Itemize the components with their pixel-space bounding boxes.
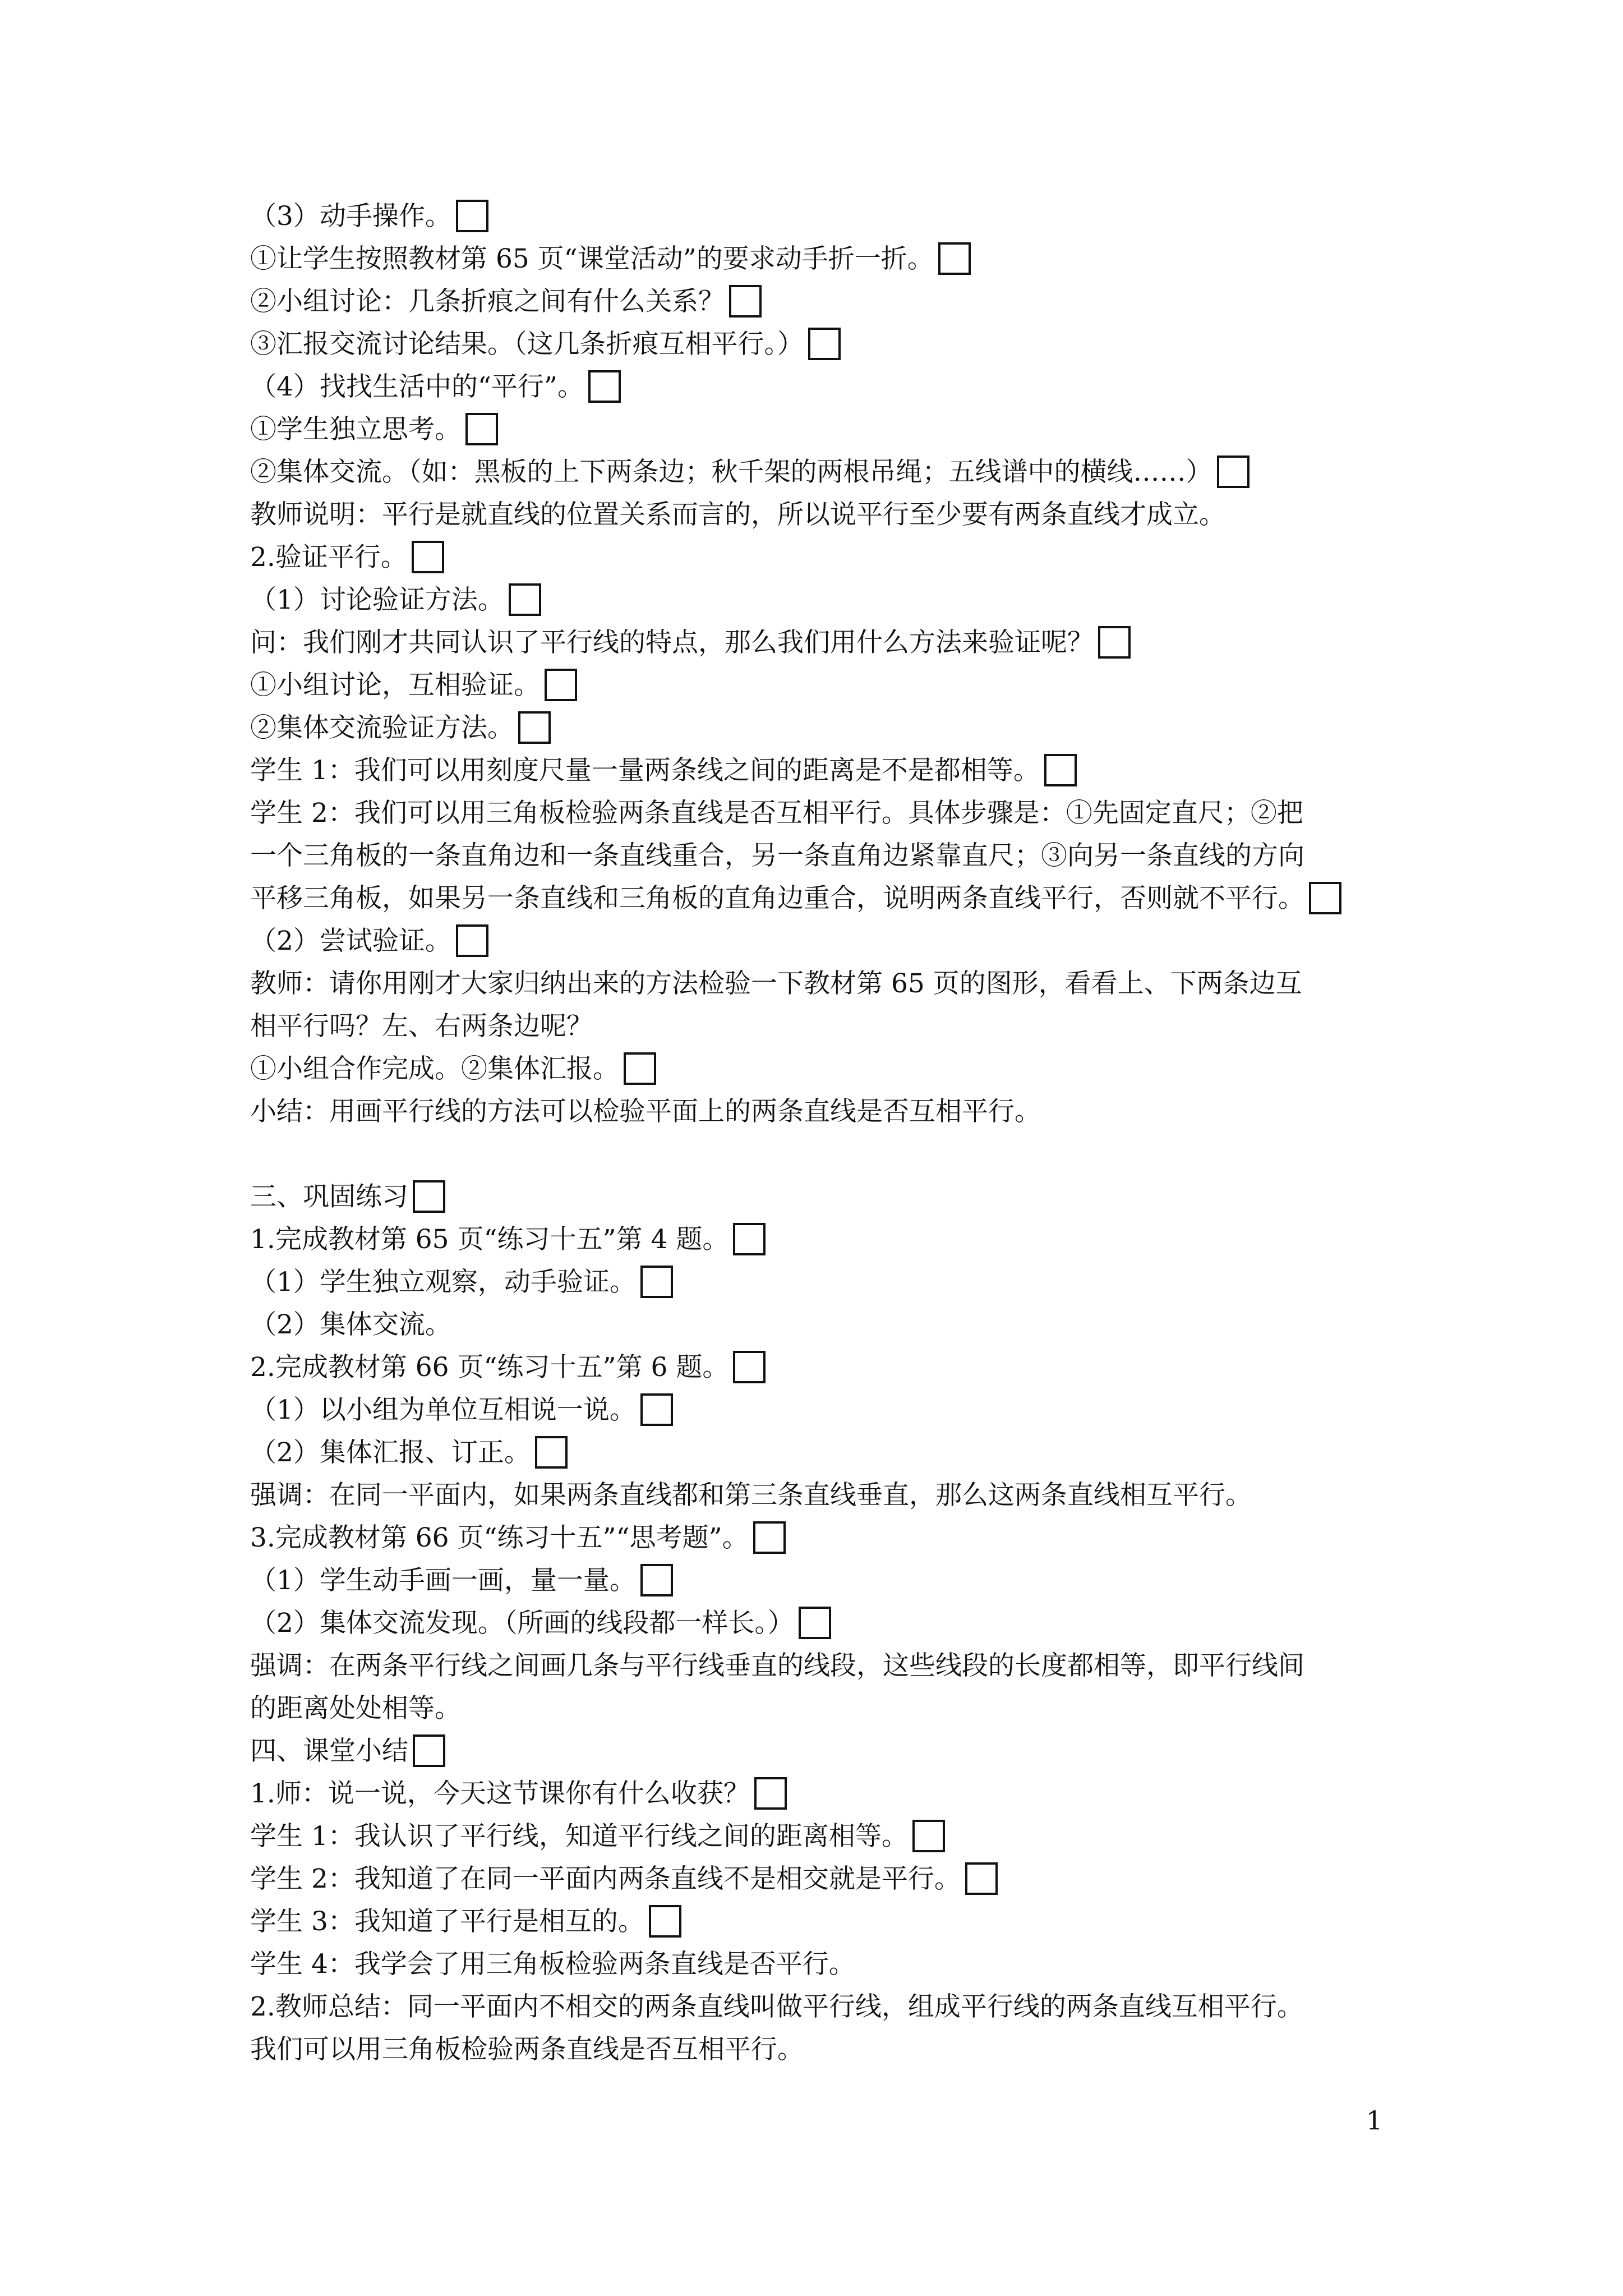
text-line (250, 1474, 1405, 1517)
checkbox-square[interactable] (965, 1862, 998, 1895)
line-text: ②小组讨论：几条折痕之间有什么关系？ (250, 286, 725, 317)
checkbox-square[interactable] (1309, 882, 1341, 914)
line-text: 小结：用画平行线的方法可以检验平面上的两条直线是否互相平行。 (250, 1096, 1041, 1127)
text-line (250, 1858, 1405, 1901)
line-text: 学生 4：我学会了用三角板检验两条直线是否平行。 (250, 1949, 855, 1980)
line-text: 强调：在两条平行线之间画几条与平行线垂直的线段，这些线段的长度都相等，即平行线间 (250, 1650, 1304, 1681)
text-line (250, 1432, 1405, 1474)
line-text: 2.验证平行。 (250, 542, 407, 573)
text-line (250, 835, 1405, 877)
line-text: （2）集体汇报、订正。 (250, 1437, 531, 1468)
text-line (250, 1943, 1405, 1986)
line-text: （2）集体交流。 (250, 1309, 451, 1340)
line-text: （1）讨论验证方法。 (250, 585, 504, 615)
line-text: 的距离处处相等。 (250, 1693, 461, 1724)
text-line (250, 1517, 1405, 1559)
line-text: 2.完成教材第 66 页“练习十五”第 6 题。 (250, 1352, 729, 1383)
checkbox-square[interactable] (456, 924, 488, 957)
line-text: （1）以小组为单位互相说一说。 (250, 1395, 636, 1425)
line-text: ②集体交流。（如：黑板的上下两条边；秋千架的两根吊绳；五线谱中的横线……） (250, 457, 1212, 487)
text-line (250, 1773, 1405, 1815)
line-text: 1.完成教材第 65 页“练习十五”第 4 题。 (250, 1224, 729, 1255)
text-line (250, 1815, 1405, 1858)
line-text: 学生 2：我们可以用三角板检验两条直线是否互相平行。具体步骤是：①先固定直尺；②把 (250, 798, 1303, 829)
text-line (250, 622, 1405, 664)
checkbox-square[interactable] (588, 370, 621, 403)
line-text: 问：我们刚才共同认识了平行线的特点，那么我们用什么方法来验证呢？ (250, 627, 1094, 658)
text-line (250, 1730, 1405, 1773)
checkbox-square[interactable] (509, 583, 541, 616)
text-line (250, 579, 1405, 622)
checkbox-square[interactable] (456, 200, 488, 232)
line-text: 平移三角板，如果另一条直线和三角板的直角边重合，说明两条直线平行，否则就不平行。 (250, 883, 1304, 914)
line-text: ③汇报交流讨论结果。（这几条折痕互相平行。） (250, 329, 804, 360)
text-line (250, 238, 1405, 280)
line-text: （3）动手操作。 (250, 201, 451, 232)
checkbox-square[interactable] (624, 1052, 656, 1085)
text-line (250, 366, 1405, 408)
text-line (250, 877, 1405, 920)
line-text: 四、课堂小结 (250, 1736, 408, 1766)
line-text: 学生 1：我认识了平行线，知道平行线之间的距离相等。 (250, 1821, 908, 1852)
checkbox-square[interactable] (1217, 455, 1249, 488)
text-line (250, 1986, 1405, 2028)
text-line (250, 1005, 1405, 1048)
text-line (250, 749, 1405, 792)
line-text: 相平行吗？左、右两条边呢？ (250, 1011, 593, 1042)
text-line (250, 1559, 1405, 1602)
line-text: ①学生独立思考。 (250, 414, 461, 445)
page-number: 1 (1366, 2105, 1383, 2136)
line-text: （2）集体交流发现。（所画的线段都一样长。） (250, 1608, 794, 1639)
checkbox-square[interactable] (753, 1521, 786, 1554)
text-line (250, 1346, 1405, 1389)
line-text: 教师说明：平行是就直线的位置关系而言的，所以说平行至少要有两条直线才成立。 (250, 499, 1225, 530)
checkbox-square[interactable] (754, 1777, 787, 1810)
text-line (250, 1176, 1405, 1218)
checkbox-square[interactable] (649, 1905, 681, 1938)
checkbox-square[interactable] (729, 285, 762, 318)
text-line (250, 408, 1405, 451)
checkbox-square[interactable] (640, 1393, 673, 1426)
checkbox-square[interactable] (1044, 754, 1077, 786)
checkbox-square[interactable] (640, 1564, 673, 1596)
checkbox-square[interactable] (733, 1223, 766, 1255)
text-line (250, 451, 1405, 494)
checkbox-square[interactable] (413, 1734, 445, 1767)
line-text: 1.师：说一说，今天这节课你有什么收获？ (250, 1778, 750, 1809)
text-line (250, 280, 1405, 323)
text-line (250, 1091, 1405, 1133)
checkbox-square[interactable] (799, 1607, 831, 1639)
text-line (250, 494, 1405, 536)
text-line (250, 1602, 1405, 1645)
text-line (250, 707, 1405, 749)
checkbox-square[interactable] (912, 1820, 945, 1852)
checkbox-square[interactable] (640, 1266, 673, 1298)
line-text: （1）学生独立观察，动手验证。 (250, 1267, 636, 1297)
checkbox-square[interactable] (733, 1351, 766, 1383)
text-line (250, 1901, 1405, 1943)
line-text: （2）尝试验证。 (250, 926, 451, 956)
checkbox-square[interactable] (465, 413, 498, 445)
document-body (250, 195, 1405, 2071)
checkbox-square[interactable] (412, 541, 444, 573)
text-line (250, 195, 1405, 238)
checkbox-square[interactable] (545, 669, 577, 701)
line-text: 强调：在同一平面内，如果两条直线都和第三条直线垂直，那么这两条直线相互平行。 (250, 1480, 1252, 1511)
text-line (250, 920, 1405, 963)
line-text: 学生 1：我们可以用刻度尺量一量两条线之间的距离是不是都相等。 (250, 755, 1040, 786)
checkbox-square[interactable] (413, 1180, 445, 1213)
text-line (250, 323, 1405, 366)
text-line (250, 2028, 1405, 2071)
line-text: 2.教师总结：同一平面内不相交的两条直线叫做平行线，组成平行线的两条直线互相平行。 (250, 1991, 1303, 2022)
line-text: 三、巩固练习 (250, 1181, 408, 1212)
line-text: （1）学生动手画一画，量一量。 (250, 1565, 636, 1596)
checkbox-square[interactable] (1098, 626, 1131, 659)
text-line (250, 1645, 1405, 1687)
text-line (250, 1304, 1405, 1346)
line-text: 一个三角板的一条直角边和一条直线重合，另一条直角边紧靠直尺；③向另一条直线的方向 (250, 840, 1304, 871)
checkbox-square[interactable] (808, 328, 841, 360)
text-line (250, 1687, 1405, 1730)
line-text: （4）找找生活中的“平行”。 (250, 371, 584, 402)
line-text: 3.完成教材第 66 页“练习十五”“思考题”。 (250, 1522, 749, 1553)
checkbox-square[interactable] (938, 242, 971, 275)
line-text: ①小组合作完成。②集体汇报。 (250, 1053, 619, 1084)
text-line (250, 1389, 1405, 1432)
text-line (250, 536, 1405, 579)
line-text: ②集体交流验证方法。 (250, 712, 514, 743)
text-line (250, 1261, 1405, 1304)
line-text: 学生 2：我知道了在同一平面内两条直线不是相交就是平行。 (250, 1864, 961, 1894)
line-text: ①让学生按照教材第 65 页“课堂活动”的要求动手折一折。 (250, 243, 934, 274)
text-line (250, 664, 1405, 707)
text-line (250, 1218, 1405, 1261)
checkbox-square[interactable] (535, 1436, 568, 1469)
blank-line (250, 1133, 1405, 1176)
text-line (250, 963, 1405, 1005)
text-line (250, 1048, 1405, 1091)
line-text: 教师：请你用刚才大家归纳出来的方法检验一下教材第 65 页的图形，看看上、下两条边互 (250, 968, 1302, 999)
checkbox-square[interactable] (518, 711, 551, 744)
line-text: 我们可以用三角板检验两条直线是否互相平行。 (250, 2034, 804, 2065)
text-line (250, 792, 1405, 835)
line-text: ①小组讨论，互相验证。 (250, 670, 540, 701)
line-text: 学生 3：我知道了平行是相互的。 (250, 1906, 644, 1937)
